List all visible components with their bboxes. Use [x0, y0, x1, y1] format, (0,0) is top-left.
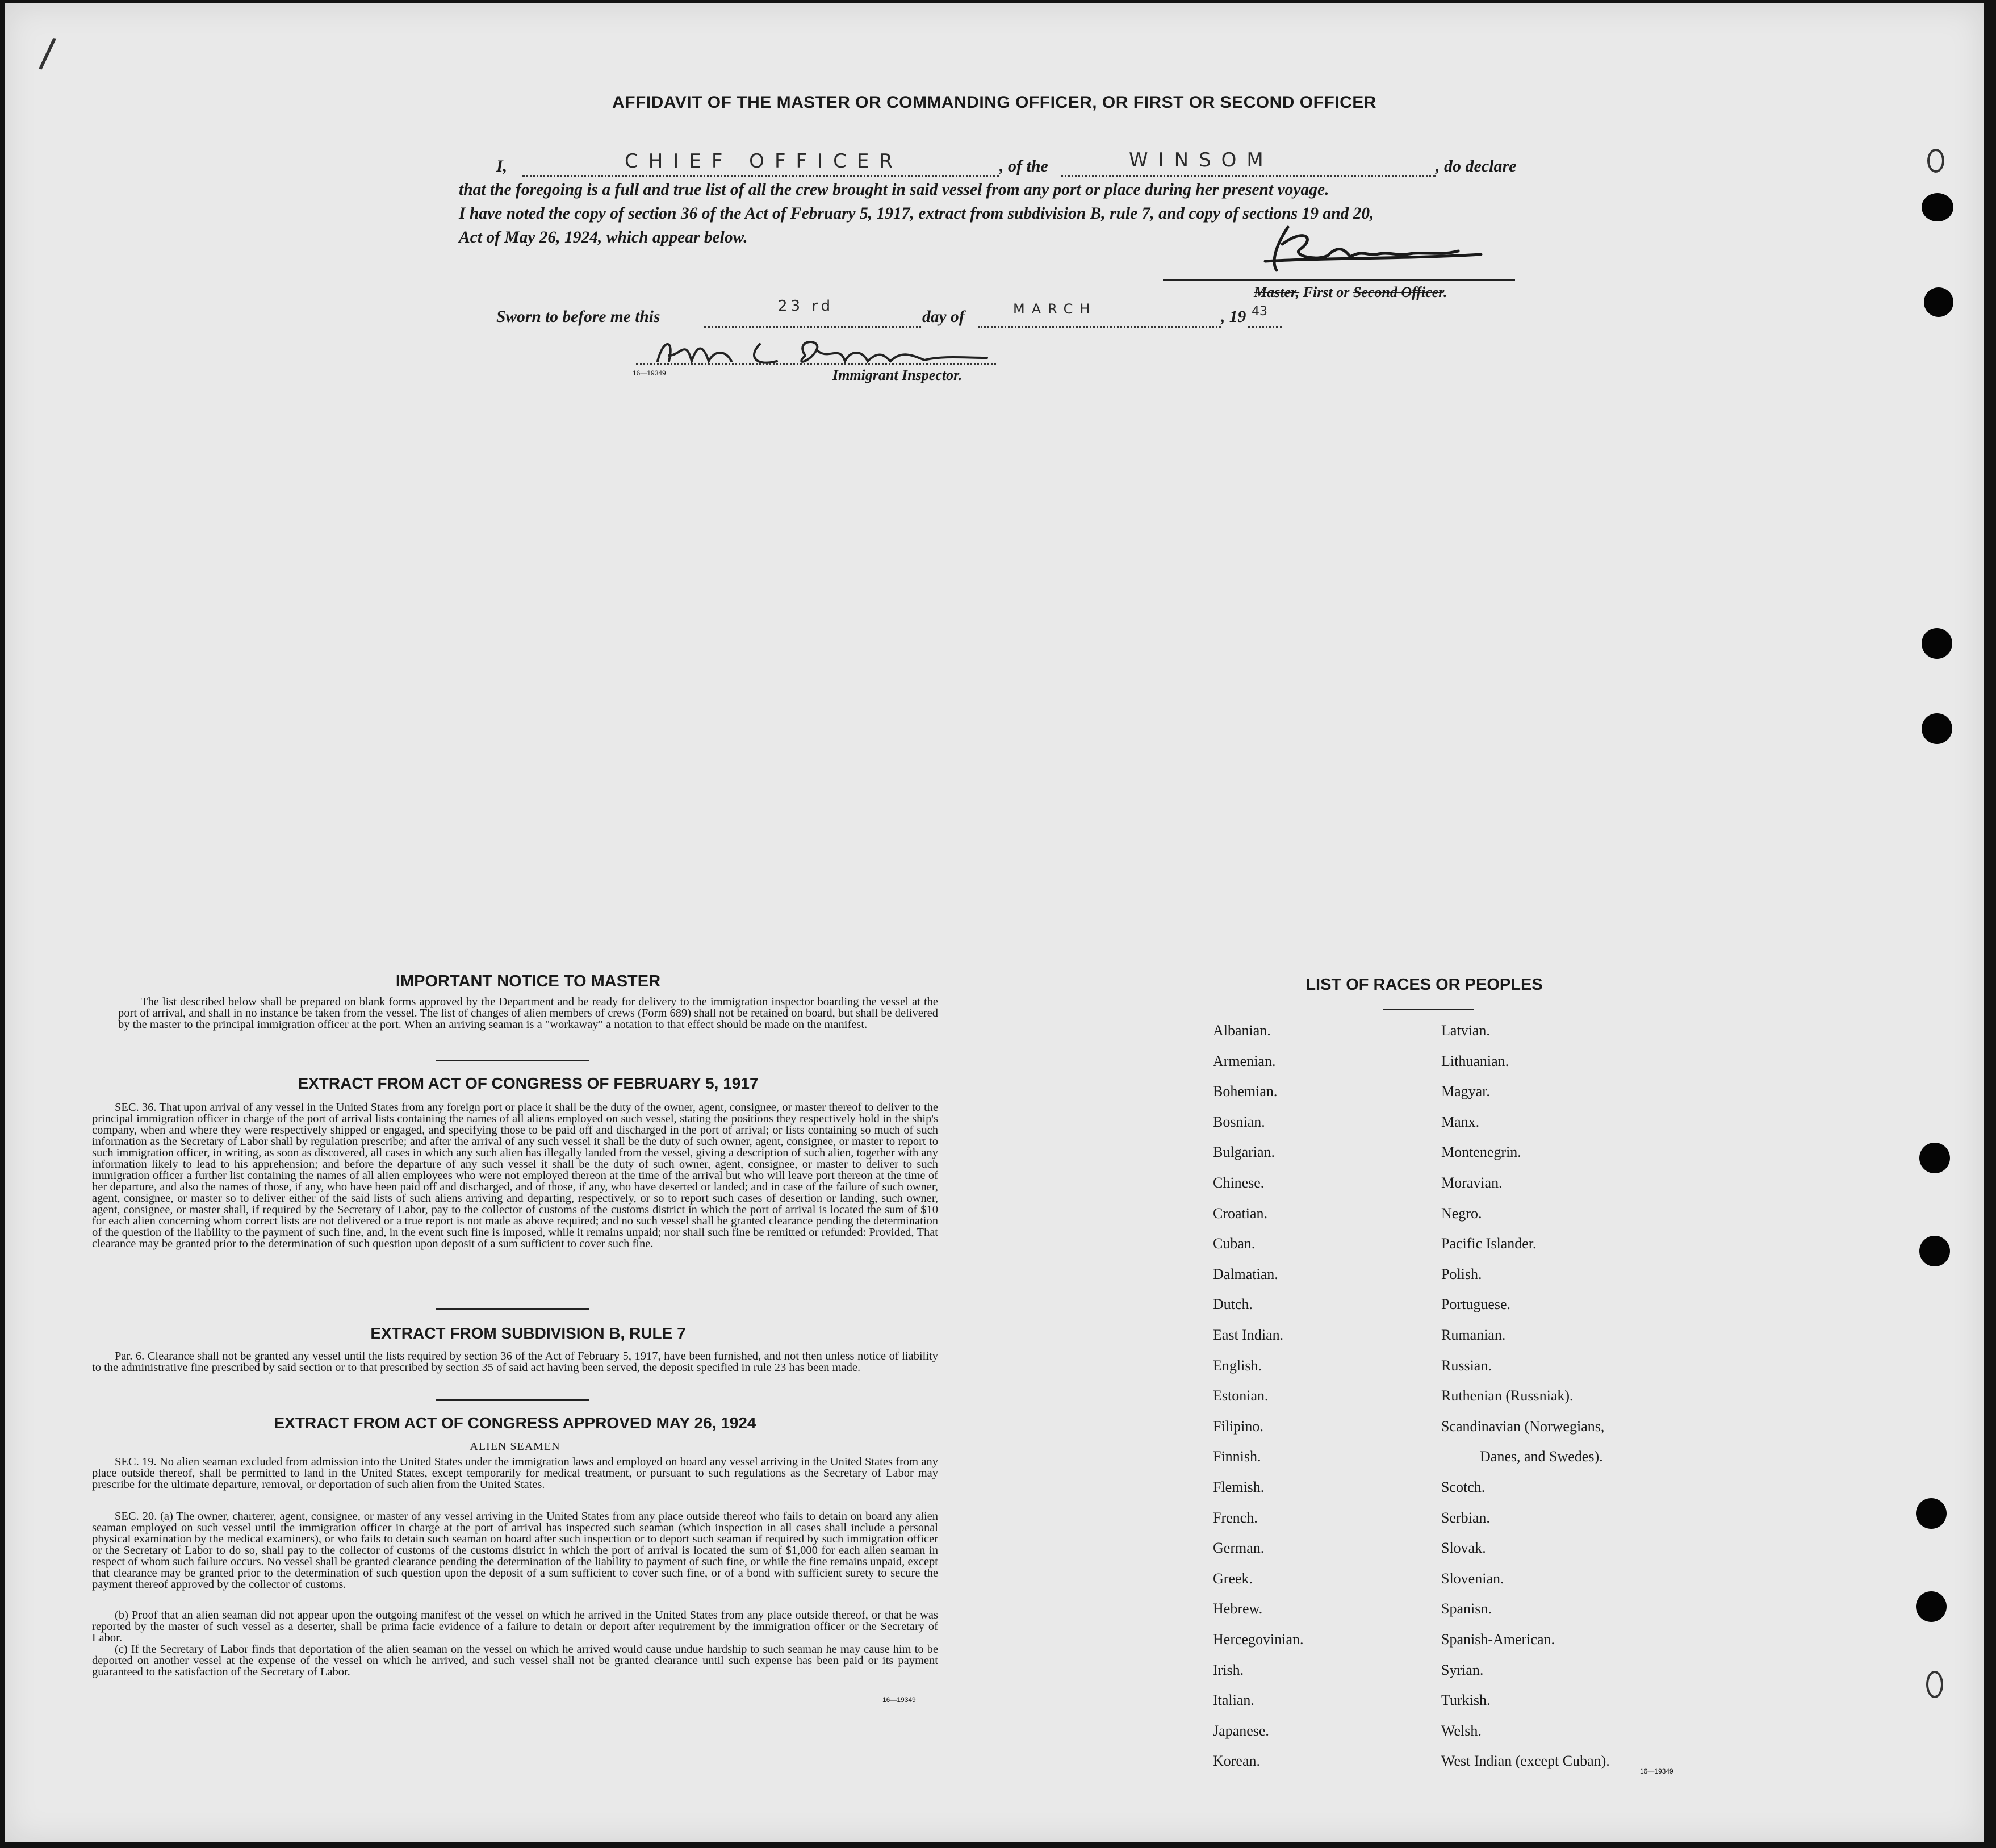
race-item: Turkish.	[1441, 1692, 1491, 1709]
notice-body: The list described below shall be prepared on blank forms approved by the Department and be ready for delivery to the immigration inspector boarding the vessel at the port of arrival, and shall in no instance be taken from the vessel. The list of changes of alien members of crews (Form 689) shall not be retained on board, but shall be delivered by the master to the principal immigration officer at the port. When an arriving seaman is a "workaway" a notation to that effect should be made on the manifest.	[118, 996, 938, 1031]
officer-handwriting: CHIEF OFFICER	[625, 150, 903, 173]
sworn-month-blank	[978, 301, 1221, 328]
caption-end: .	[1443, 284, 1447, 300]
form-number-left: 16—19349	[882, 1696, 916, 1704]
race-scandinavian-cont: Danes, and Swedes).	[1480, 1448, 1603, 1465]
races-divider	[1383, 1009, 1474, 1010]
race-item: Latvian.	[1441, 1022, 1490, 1039]
race-item: Bohemian.	[1213, 1083, 1278, 1100]
binder-hole	[1922, 628, 1952, 659]
race-item: Spanisn.	[1441, 1600, 1492, 1617]
race-item: French.	[1213, 1509, 1258, 1526]
master-signature	[1254, 221, 1492, 278]
race-item: Serbian.	[1441, 1509, 1490, 1526]
affidavit-line-2: that the foregoing is a full and true list of all the crew brought in said vessel from any port or place during her present voyage.	[459, 181, 1329, 199]
race-item: Armenian.	[1213, 1052, 1276, 1069]
race-item: English.	[1213, 1357, 1262, 1374]
race-item: Slovenian.	[1441, 1570, 1504, 1587]
vessel-blank	[1061, 149, 1436, 177]
binder-hole	[1916, 1591, 1947, 1622]
inspector-signature-line	[636, 363, 996, 365]
extract-1924-sec20c: (c) If the Secretary of Labor finds that deportation of the alien seaman on the vessel on which he arrived would cause undue hardship to such seaman he may cause him to be deported on another vessel at the expense of the vessel on which he arrived, and such vessel shall not be granted clearance until such expense has been paid or its payment guaranteed to the satisfaction of the Secretary of Labor.	[92, 1643, 938, 1678]
document-sheet	[5, 3, 1984, 1842]
year-prefix: , 19	[1221, 308, 1246, 326]
race-item: Dutch.	[1213, 1296, 1253, 1313]
extract-1924-title: EXTRACT FROM ACT OF CONGRESS APPROVED MAY 26, 1924	[274, 1414, 756, 1432]
subdivision-body: Par. 6. Clearance shall not be granted any vessel until the lists required by section 36 of the Act of February 5, 1917, have been furnished, and not then unless notice of liability to the administrative fine prescribed by said section or to that prescribed by section 35 of said act having been served, the deposit specified in rule 23 has been made.	[92, 1350, 938, 1374]
race-item: Rumanian.	[1441, 1327, 1506, 1343]
race-item: Montenegrin.	[1441, 1144, 1521, 1161]
race-item: Finnish.	[1213, 1448, 1261, 1465]
do-declare-label: , do declare	[1436, 157, 1517, 175]
race-item: Spanish-American.	[1441, 1631, 1555, 1648]
affidavit-line-3: I have noted the copy of section 36 of the Act of February 5, 1917, extract from subdivision B, rule 7, and copy of sections 19 and 20,	[459, 204, 1374, 223]
officer-blank	[522, 150, 999, 177]
race-item: German.	[1213, 1540, 1265, 1557]
race-item: Filipino.	[1213, 1418, 1263, 1435]
subdivision-title: EXTRACT FROM SUBDIVISION B, RULE 7	[370, 1324, 686, 1342]
race-item: Slovak.	[1441, 1540, 1486, 1557]
master-signature-line	[1163, 279, 1515, 281]
year-blank	[1248, 304, 1282, 328]
binder-hole	[1922, 193, 1953, 221]
sworn-day-handwriting: 23 rd	[778, 298, 834, 315]
race-item: Croatian.	[1213, 1205, 1268, 1222]
divider-1	[436, 1060, 589, 1061]
race-item: Cuban.	[1213, 1235, 1256, 1252]
inspector-caption: Immigrant Inspector.	[832, 367, 963, 383]
race-item: Irish.	[1213, 1661, 1244, 1678]
race-item: Scotch.	[1441, 1479, 1486, 1495]
race-item: Scandinavian (Norwegians,	[1441, 1418, 1605, 1435]
races-title: LIST OF RACES OR PEOPLES	[1305, 976, 1543, 994]
race-item: Manx.	[1441, 1113, 1480, 1130]
affidavit-line-4: Act of May 26, 1924, which appear below.	[459, 228, 748, 246]
race-item: Bosnian.	[1213, 1113, 1265, 1130]
race-item: Syrian.	[1441, 1661, 1484, 1678]
sworn-label: Sworn to before me this	[496, 308, 660, 326]
i-label: I,	[496, 157, 508, 175]
race-item: Negro.	[1441, 1205, 1482, 1222]
race-item: Portuguese.	[1441, 1296, 1511, 1313]
race-item: Flemish.	[1213, 1479, 1265, 1495]
alien-seamen-subtitle: ALIEN SEAMEN	[470, 1440, 560, 1453]
race-item: Bulgarian.	[1213, 1144, 1275, 1161]
form-number-right: 16—19349	[1640, 1767, 1673, 1775]
corner-mark: /	[37, 28, 58, 77]
extract-1917-body: SEC. 36. That upon arrival of any vessel in the United States from any foreign port or place it shall be the duty of the owner, agent, consignee, or master thereof to deliver to the principal immigration officer in charge of the port of arrival lists containing the names of all aliens employed on such vessel, stating the positions they respectively hold in the ship's company, when and where they were respectively shipped or engaged, and specifying those to be paid off and discharged in the port of arrival; or lists containing so much of such information as the Secretary of Labor shall by regulation prescribe; and after the arrival of any such vessel it shall be the duty of such owner, agent, consignee, or master to report to such immigration officer, in writing, as soon as discovered, all cases in which any such alien has illegally landed from the vessel, giving a description of such alien, together with any information likely to lead to his apprehension; and before the departure of any such vessel it shall be the duty of such owner, agent, consignee, or master to deliver to such immigration officer a further list containing the names of all alien employees who were not employed thereon at the time of the arrival but who will leave port thereon at the time of her departure, and also the names of those, if any, who have been paid off and discharged, and of those, if any, who have deserted or landed; and in case of the failure of such owner, agent, consignee, or master so to deliver either of the said lists of such aliens arriving and departing, respectively, or so to report such cases of desertion or landing, such owner, agent, consignee, or master shall, if required by the Secretary of Labor, pay to the collector of customs of the customs district in which the port of arrival is located the sum of $10 for each alien concerning whom correct lists are not delivered or a true report is not made as above required; and no such vessel shall be granted clearance pending the determination of the question of the liability to the payment of such fine, and, in the event such fine is imposed, while it remains unpaid; nor shall such fine be remitted or refunded: Provided, That clearance may be granted prior to the determination of such question upon deposit of a sum sufficient to cover such fine.	[92, 1101, 938, 1250]
race-item: Hebrew.	[1213, 1600, 1263, 1617]
race-item: Russian.	[1441, 1357, 1492, 1374]
extract-1924-sec19: SEC. 19. No alien seaman excluded from admission into the United States under the immigration laws and employed on board any vessel arriving in the United States from any place outside thereof, shall be permitted to land in the United States, except temporarily for medical treatment, or pursuant to such regulations as the Secretary of Labor may prescribe for the ultimate departure, removal, or deportation of such alien from the United States.	[92, 1456, 938, 1491]
divider-2	[436, 1308, 589, 1310]
caption-master: Master,	[1254, 284, 1300, 300]
race-item: Polish.	[1441, 1265, 1482, 1282]
race-item: Korean.	[1213, 1753, 1261, 1770]
of-the-label: , of the	[999, 157, 1048, 175]
caption-first: First or	[1299, 284, 1353, 300]
race-item: Greek.	[1213, 1570, 1253, 1587]
margin-ring	[1926, 1671, 1943, 1698]
race-item: Japanese.	[1213, 1722, 1269, 1739]
margin-ring	[1927, 149, 1944, 173]
sworn-month-handwriting: MARCH	[1013, 301, 1097, 317]
binder-hole	[1924, 287, 1953, 317]
extract-1917-title: EXTRACT FROM ACT OF CONGRESS OF FEBRUARY 5, 1917	[298, 1074, 759, 1092]
race-item: Welsh.	[1441, 1722, 1482, 1739]
race-item: West Indian (except Cuban).	[1441, 1753, 1610, 1770]
race-item: Ruthenian (Russniak).	[1441, 1387, 1574, 1404]
form-number-top: 16—19349	[633, 369, 666, 377]
race-item: Chinese.	[1213, 1174, 1265, 1191]
race-item: Italian.	[1213, 1692, 1254, 1709]
race-item: Estonian.	[1213, 1387, 1269, 1404]
race-item: Lithuanian.	[1441, 1052, 1509, 1069]
caption-second: Second Officer	[1353, 284, 1443, 300]
race-item: Albanian.	[1213, 1022, 1271, 1039]
race-item: Magyar.	[1441, 1083, 1490, 1100]
race-item: Dalmatian.	[1213, 1265, 1278, 1282]
binder-hole	[1919, 1143, 1950, 1173]
binder-hole	[1919, 1236, 1950, 1266]
binder-hole	[1916, 1498, 1947, 1529]
master-signature-caption	[1254, 284, 1447, 301]
notice-title: IMPORTANT NOTICE TO MASTER	[395, 972, 661, 990]
affidavit-title: AFFIDAVIT OF THE MASTER OR COMMANDING OFFICER, OR FIRST OR SECOND OFFICER	[612, 93, 1376, 112]
binder-hole	[1922, 713, 1952, 744]
extract-1924-sec20b: (b) Proof that an alien seaman did not appear upon the outgoing manifest of the vessel on which he arrived in the United States from any place outside thereof, or that he was reported by the master of such vessel as a deserter, shall be prima facie evidence of a failure to detain or deport after requirement by the immigration officer or the Secretary of Labor.	[92, 1609, 938, 1644]
sworn-day-blank	[704, 298, 921, 328]
race-item: Hercegovinian.	[1213, 1631, 1304, 1648]
divider-3	[436, 1399, 589, 1401]
vessel-handwriting: WINSOM	[1129, 149, 1274, 172]
extract-1924-sec20a: SEC. 20. (a) The owner, charterer, agent, consignee, or master of any vessel arriving in the United States from any place outside thereof who fails to detain on board any alien seaman employed on such vessel until the immigration officer in charge at the port of arrival has inspected such seaman (which inspection in all cases shall include a personal physical examination by the medical examiners), or who fails to detain such seaman on board after such inspection or to deport such seaman if required by such immigration officer or the Secretary of Labor to do so, shall pay to the collector of customs of the customs district in which the port of arrival is located the sum of $1,000 for each alien seaman in respect of whom such failure occurs. No vessel shall be granted clearance pending the determination of the liability to payment of such fine, or while the fine remains unpaid, except that clearance may be granted prior to the determination of such question upon the deposit of a sum sufficient to cover such fine, or of a bond with sufficient surety to secure the payment thereof approved by the collector of customs.	[92, 1510, 938, 1591]
race-item: East Indian.	[1213, 1327, 1284, 1343]
race-item: Moravian.	[1441, 1174, 1503, 1191]
year-handwriting: 43	[1252, 304, 1267, 319]
day-of-label: day of	[922, 308, 965, 326]
race-item: Pacific Islander.	[1441, 1235, 1537, 1252]
